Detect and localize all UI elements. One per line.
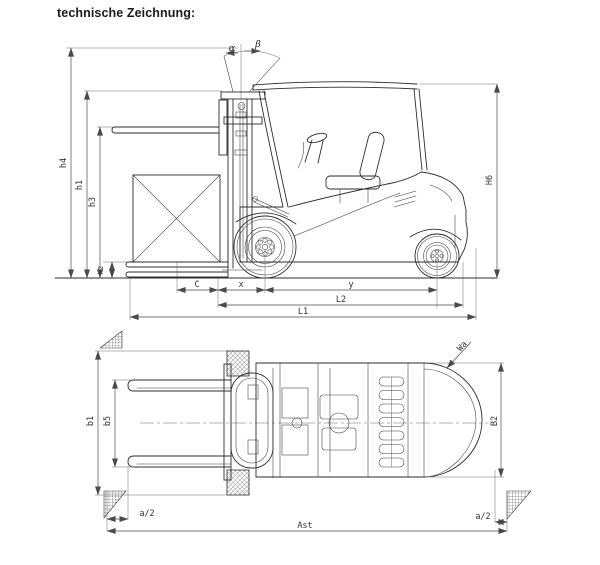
vent-marks [394, 191, 416, 207]
front-tire-top [227, 351, 249, 376]
body-top [248, 363, 482, 478]
fork-raised [112, 100, 227, 155]
dim-label-h1: h1 [75, 179, 85, 191]
dim-label-c: C [194, 280, 200, 290]
seat [326, 131, 386, 203]
dim-label-y: y [348, 280, 354, 290]
dim-label-B2: B2 [490, 415, 500, 427]
dim-label-h4: h4 [59, 157, 69, 169]
dim-label-x: x [238, 280, 244, 290]
load-box [133, 175, 220, 262]
side-view-bottom-dimensions [130, 248, 476, 320]
wall-block-top-left [100, 331, 122, 348]
dim-label-alpha: α [228, 43, 236, 54]
dim-label-b5: b5 [103, 415, 113, 427]
dim-label-H6: H6 [485, 174, 495, 186]
dim-label-a2-left: a/2 [139, 509, 155, 519]
dim-label-b1: b1 [86, 415, 96, 427]
top-view-dimensions [86, 340, 507, 531]
steering-column [298, 132, 328, 168]
dim-label-h3: h3 [88, 196, 98, 208]
dim-label-Ast: Ast [297, 521, 313, 531]
mast [221, 44, 289, 270]
forks-top [128, 380, 231, 467]
dim-label-L2: L2 [335, 295, 347, 305]
dim-label-L1: L1 [297, 307, 309, 317]
dim-label-beta: β [255, 39, 261, 50]
dim-label-a2-right: a/2 [475, 512, 491, 522]
dim-label-h2: h2 [97, 265, 105, 275]
front-tire-bottom [227, 470, 249, 495]
side-view [55, 39, 497, 320]
page-title: technische Zeichnung: [57, 6, 196, 20]
dim-label-Wa: Wa [455, 339, 470, 354]
wall-block-bottom-right [507, 491, 531, 519]
top-view [86, 331, 531, 531]
cab [253, 82, 427, 207]
counterweight-vents [379, 377, 404, 467]
